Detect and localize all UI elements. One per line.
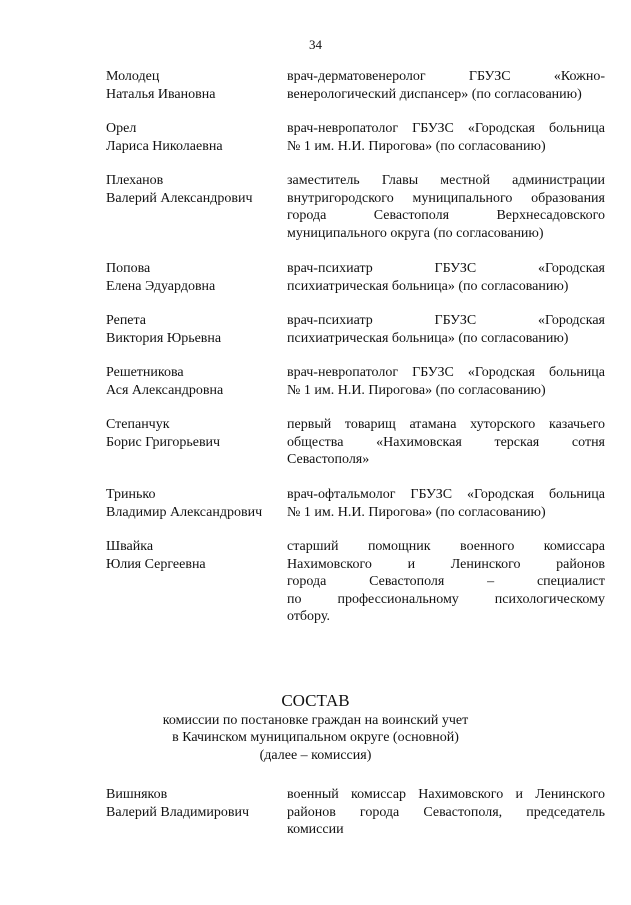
section-subtitle-line: комиссии по постановке граждан на воинский учет bbox=[162, 712, 469, 728]
surname: Орел bbox=[106, 121, 137, 136]
given-names: Валерий Александрович bbox=[106, 190, 253, 206]
role-line: № 1 им. Н.И. Пирогова» (по согласованию) bbox=[287, 504, 546, 520]
member-role bbox=[287, 68, 605, 103]
role-line: отбору. bbox=[287, 609, 330, 624]
member-name bbox=[106, 416, 286, 451]
section-title: СОСТАВ bbox=[281, 691, 350, 710]
given-names: Владимир Александрович bbox=[106, 504, 263, 520]
member-role bbox=[287, 538, 605, 626]
role-line: врач-невропатолог ГБУЗС «Городская больница bbox=[287, 365, 605, 380]
section-subtitle-line: в Качинском муниципальном округе (основной) bbox=[172, 730, 459, 745]
given-names: Юлия Сергеевна bbox=[106, 556, 206, 572]
member-name bbox=[106, 538, 286, 573]
surname: Швайка bbox=[106, 539, 154, 554]
member-role bbox=[287, 172, 605, 242]
role-line: общества «Нахимовская терская сотня bbox=[287, 434, 605, 450]
member-name bbox=[106, 486, 286, 521]
role-line: врач-офтальмолог ГБУЗС «Городская больница bbox=[287, 487, 605, 502]
member-role bbox=[287, 120, 605, 155]
given-names: Елена Эдуардовна bbox=[106, 278, 216, 294]
surname: Тринько bbox=[106, 487, 156, 502]
role-line: по профессиональному психологическому bbox=[287, 591, 605, 607]
surname: Вишняков bbox=[106, 787, 168, 802]
role-line: муниципального округа (по согласованию) bbox=[287, 225, 544, 241]
surname: Попова bbox=[106, 261, 151, 276]
given-names: Лариса Николаевна bbox=[106, 138, 223, 154]
member-name bbox=[106, 68, 286, 103]
role-line: Нахимовского и Ленинского районов bbox=[287, 556, 605, 572]
role-line: врач-психиатр ГБУЗС «Городская bbox=[287, 313, 605, 328]
role-line: районов города Севастополя, председатель bbox=[287, 804, 605, 820]
role-line: заместитель Главы местной администрации bbox=[287, 173, 605, 188]
role-line: венерологический диспансер» (по согласованию) bbox=[287, 86, 582, 102]
given-names: Ася Александровна bbox=[106, 382, 224, 398]
member-role bbox=[287, 786, 605, 839]
member-role bbox=[287, 260, 605, 295]
surname: Репета bbox=[106, 313, 147, 328]
member-name bbox=[106, 786, 286, 821]
section-heading bbox=[0, 692, 631, 764]
surname: Молодец bbox=[106, 69, 160, 84]
member-role bbox=[287, 364, 605, 399]
surname: Решетникова bbox=[106, 365, 184, 380]
given-names: Валерий Владимирович bbox=[106, 804, 250, 820]
member-name bbox=[106, 260, 286, 295]
role-line: города Севастополя – специалист bbox=[287, 574, 605, 589]
role-line: комиссии bbox=[287, 822, 344, 837]
role-line: психиатрическая больница» (по согласованию) bbox=[287, 278, 569, 294]
role-line: врач-невропатолог ГБУЗС «Городская больница bbox=[287, 121, 605, 136]
role-line: врач-дерматовенеролог ГБУЗС «Кожно- bbox=[287, 69, 605, 84]
member-name bbox=[106, 120, 286, 155]
role-line: военный комиссар Нахимовского и Ленинского bbox=[287, 787, 605, 802]
role-line: Севастополя» bbox=[287, 452, 370, 467]
surname: Плеханов bbox=[106, 173, 164, 188]
member-name bbox=[106, 172, 286, 207]
given-names: Наталья Ивановна bbox=[106, 86, 216, 102]
surname: Степанчук bbox=[106, 417, 170, 432]
role-line: врач-психиатр ГБУЗС «Городская bbox=[287, 261, 605, 276]
role-line: № 1 им. Н.И. Пирогова» (по согласованию) bbox=[287, 382, 546, 398]
member-name bbox=[106, 364, 286, 399]
member-role bbox=[287, 312, 605, 347]
role-line: города Севастополя Верхнесадовского bbox=[287, 208, 605, 223]
given-names: Виктория Юрьевна bbox=[106, 330, 222, 346]
role-line: психиатрическая больница» (по согласованию) bbox=[287, 330, 569, 346]
role-line: старший помощник военного комиссара bbox=[287, 539, 605, 554]
role-line: № 1 им. Н.И. Пирогова» (по согласованию) bbox=[287, 138, 546, 154]
role-line: первый товарищ атамана хуторского казачьего bbox=[287, 417, 605, 432]
section-subtitle-line: (далее – комиссия) bbox=[259, 747, 372, 763]
given-names: Борис Григорьевич bbox=[106, 434, 221, 450]
role-line: внутригородского муниципального образования bbox=[287, 190, 605, 206]
member-role bbox=[287, 486, 605, 521]
member-role bbox=[287, 416, 605, 469]
member-name bbox=[106, 312, 286, 347]
page-number: 34 bbox=[309, 37, 322, 52]
